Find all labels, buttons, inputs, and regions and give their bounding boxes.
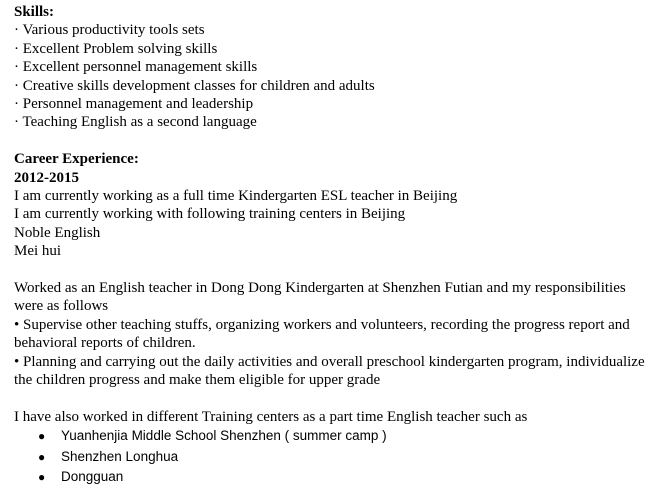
spacer — [14, 132, 654, 150]
career-years: 2012-2015 — [14, 169, 79, 186]
skill-item: · Excellent personnel management skills — [14, 59, 258, 76]
skill-item: · Various productivity tools sets — [14, 22, 205, 39]
skills-heading: Skills: — [14, 4, 55, 20]
part-time-intro: I have also worked in different Training centers as a part time English teacher such as — [14, 408, 528, 425]
center-name: Dongguan — [61, 469, 124, 485]
dongdong-intro: Worked as an English teacher in Dong Dong Kindergarten at Shenzhen Futian and my responsibilities were as follows — [14, 280, 626, 315]
skill-item: · Excellent Problem solving skills — [14, 40, 218, 57]
bullet-icon: ● — [38, 470, 46, 485]
career-line: I am currently working with following training centers in Beijing — [14, 206, 406, 223]
skill-item: · Teaching English as a second language — [14, 114, 257, 131]
list-item — [14, 467, 654, 487]
list-item — [14, 447, 654, 467]
center-name: Shenzhen Longhua — [61, 448, 179, 464]
resume-document — [14, 3, 654, 487]
bullet-icon: ● — [38, 449, 46, 464]
bullet-icon: ● — [38, 429, 46, 444]
spacer — [14, 390, 654, 408]
responsibility-item: • Supervise other teaching stuffs, organizing workers and volunteers, recording the progress report and behavioral reports of children. — [14, 316, 630, 352]
skill-item: · Creative skills development classes for children and adults — [14, 77, 375, 94]
training-centers-list — [14, 426, 654, 487]
spacer — [14, 261, 654, 279]
responsibility-item: • Planning and carrying out the daily activities and overall preschool kindergarten program, individualize the children progress and make them eligible for upper grade — [14, 353, 645, 389]
list-item — [14, 426, 654, 446]
career-line: I am currently working as a full time Kindergarten ESL teacher in Beijing — [14, 188, 458, 205]
training-center-name: Mei hui — [14, 243, 62, 260]
training-center-name: Noble English — [14, 224, 101, 241]
skill-item: · Personnel management and leadership — [14, 96, 254, 113]
center-name: Yuanhenjia Middle School Shenzhen ( summer camp ) — [61, 428, 387, 444]
career-heading: Career Experience: — [14, 151, 139, 168]
